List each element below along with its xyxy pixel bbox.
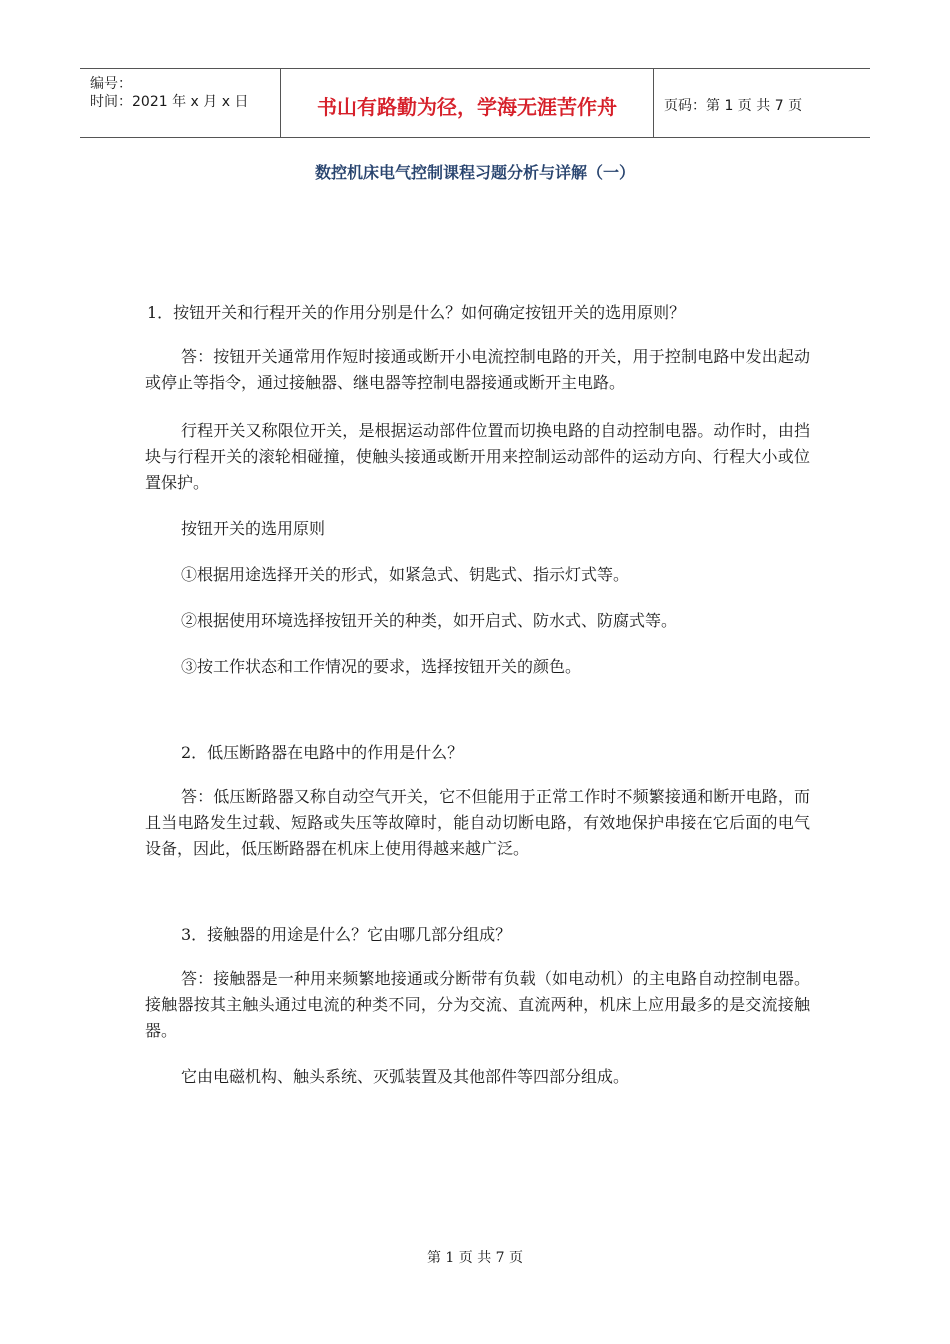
page-footer: 第 1 页 共 7 页 (426, 1250, 524, 1266)
answer-1-paragraph-1: 答：按钮开关通常用作短时接通或断开小电流控制电路的开关，用于控制电路中发出起动或停止等指令，通过接触器、继电器等控制电器接通或断开主电路。 (145, 347, 810, 392)
header-right-cell (654, 69, 870, 137)
header-middle-cell (281, 69, 654, 137)
answer-3-paragraph-2: 它由电磁机构、触头系统、灭弧装置及其他部件等四部分组成。 (181, 1067, 630, 1086)
answer-1-paragraph-2: 行程开关又称限位开关，是根据运动部件位置而切换电路的自动控制电器。动作时，由挡块与行程开关的滚轮相碰撞，使触头接通或断开用来控制运动部件的运动方向、行程大小或位置保护。 (145, 421, 810, 492)
answer-3-paragraph-1: 答：接触器是一种用来频繁地接通或分断带有负载（如电动机）的主电路自动控制电器。接触器按其主触头通过电流的种类不同，分为交流、直流两种，机床上应用最多的是交流接触器。 (145, 969, 810, 1040)
header-page-label: 页码：第 1 页 共 7 页 (664, 98, 803, 114)
answer-1-paragraph-6: ③按工作状态和工作情况的要求，选择按钮开关的颜色。 (181, 657, 582, 676)
document-body (145, 300, 810, 1090)
time-label: 时间：2021 年 x 月 x 日 (90, 94, 249, 110)
answer-1-paragraph-4: ①根据用途选择开关的形式，如紧急式、钥匙式、指示灯式等。 (181, 565, 630, 584)
answer-1-paragraph-3: 按钮开关的选用原则 (181, 519, 326, 538)
answer-2-paragraph-1: 答：低压断路器又称自动空气开关，它不但能用于正常工作时不频繁接通和断开电路，而且当电路发生过载、短路或失压等故障时，能自动切断电路，有效地保护串接在它后面的电气设备，因此，低压断路器在机床上使用得越来越广泛。 (145, 787, 810, 858)
answer-1-paragraph-5: ②根据使用环境选择按钮开关的种类，如开启式、防水式、防腐式等。 (181, 611, 678, 630)
question-1: 1．按钮开关和行程开关的作用分别是什么？如何确定按钮开关的选用原则？ (147, 303, 686, 322)
page-header (80, 68, 870, 138)
serial-label: 编号： (90, 76, 132, 92)
header-motto: 书山有路勤为径，学海无涯苦作舟 (317, 95, 617, 119)
document-title: 数控机床电气控制课程习题分析与详解（一） (314, 163, 635, 182)
question-3: 3．接触器的用途是什么？它由哪几部分组成？ (181, 925, 512, 944)
question-2: 2．低压断路器在电路中的作用是什么？ (181, 743, 464, 762)
header-left-cell (80, 69, 281, 137)
